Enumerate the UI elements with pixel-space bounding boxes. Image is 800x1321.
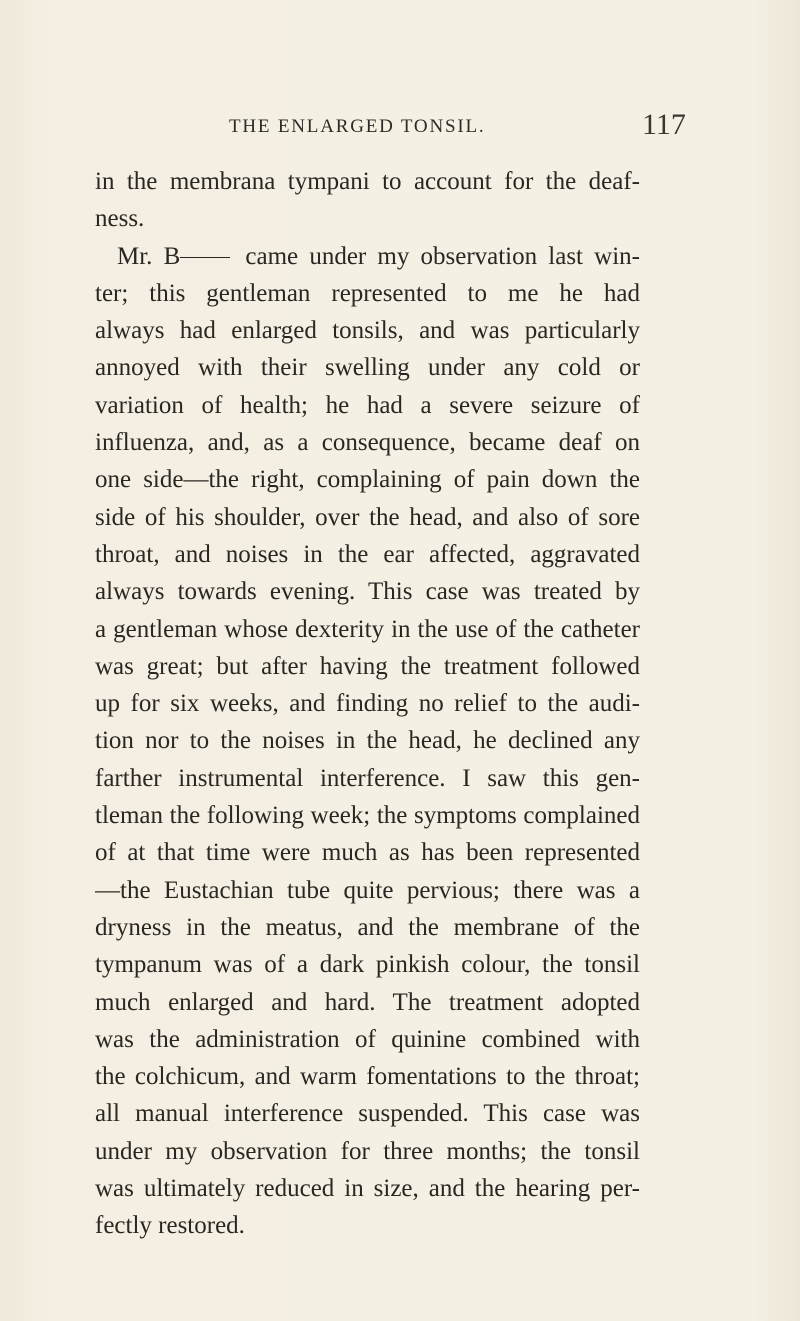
text-line: always towards evening. This case was treated by [95,578,640,606]
text-line: a gentleman whose dexterity in the use of the catheter [95,615,640,643]
text-line: much enlarged and hard. The treatment adopted [95,988,640,1016]
text-line: throat, and noises in the ear affected, aggravated [95,540,640,568]
name-initial: Mr. B [117,242,181,270]
text-line: of at that time were much as has been represented [95,839,640,867]
text-line: was ultimately reduced in size, and the hearing per- [95,1175,640,1203]
text-line-mr-b [95,238,640,275]
running-head [0,108,800,150]
running-title: THE ENLARGED TONSIL. [229,116,486,137]
text-line: tleman the following week; the symptoms complained [95,802,640,830]
text-line: ter; this gentleman represented to me he had [95,279,640,307]
text-line: in the membrana tympani to account for the deaf- [95,168,640,195]
text-line: tympanum was of a dark pinkish colour, the tonsil [95,951,640,979]
text-line: side of his shoulder, over the head, and also of sore [95,503,640,531]
text-line: was the administration of quinine combined with [95,1025,640,1053]
text-line: —the Eustachian tube quite pervious; there was a [95,876,640,904]
body-text [95,163,640,1245]
page-number: 117 [642,108,686,141]
text-line: ness. [95,205,145,233]
text-line: the colchicum, and warm fomentations to the throat; [95,1063,640,1091]
name-dash [180,257,230,258]
text-line: farther instrumental interference. I saw this gen- [95,764,640,792]
text-line: all manual interference suspended. This case was [95,1100,640,1128]
text-line-continuation: came under my observation last win- [245,242,640,270]
text-line: one side—the right, complaining of pain down the [95,466,640,494]
text-line: influenza, and, as a consequence, became deaf on [95,429,640,457]
text-line: up for six weeks, and finding no relief to the audi- [95,690,640,718]
text-line: always had enlarged tonsils, and was particularly [95,317,640,345]
text-line: annoyed with their swelling under any cold or [95,354,640,382]
text-line: was great; but after having the treatment followed [95,652,640,680]
text-line: fectly restored. [95,1212,245,1240]
text-line: variation of health; he had a severe seizure of [95,391,640,419]
text-line: tion nor to the noises in the head, he declined any [95,727,640,755]
text-line: under my observation for three months; the tonsil [95,1137,640,1165]
text-line: dryness in the meatus, and the membrane of the [95,913,640,941]
